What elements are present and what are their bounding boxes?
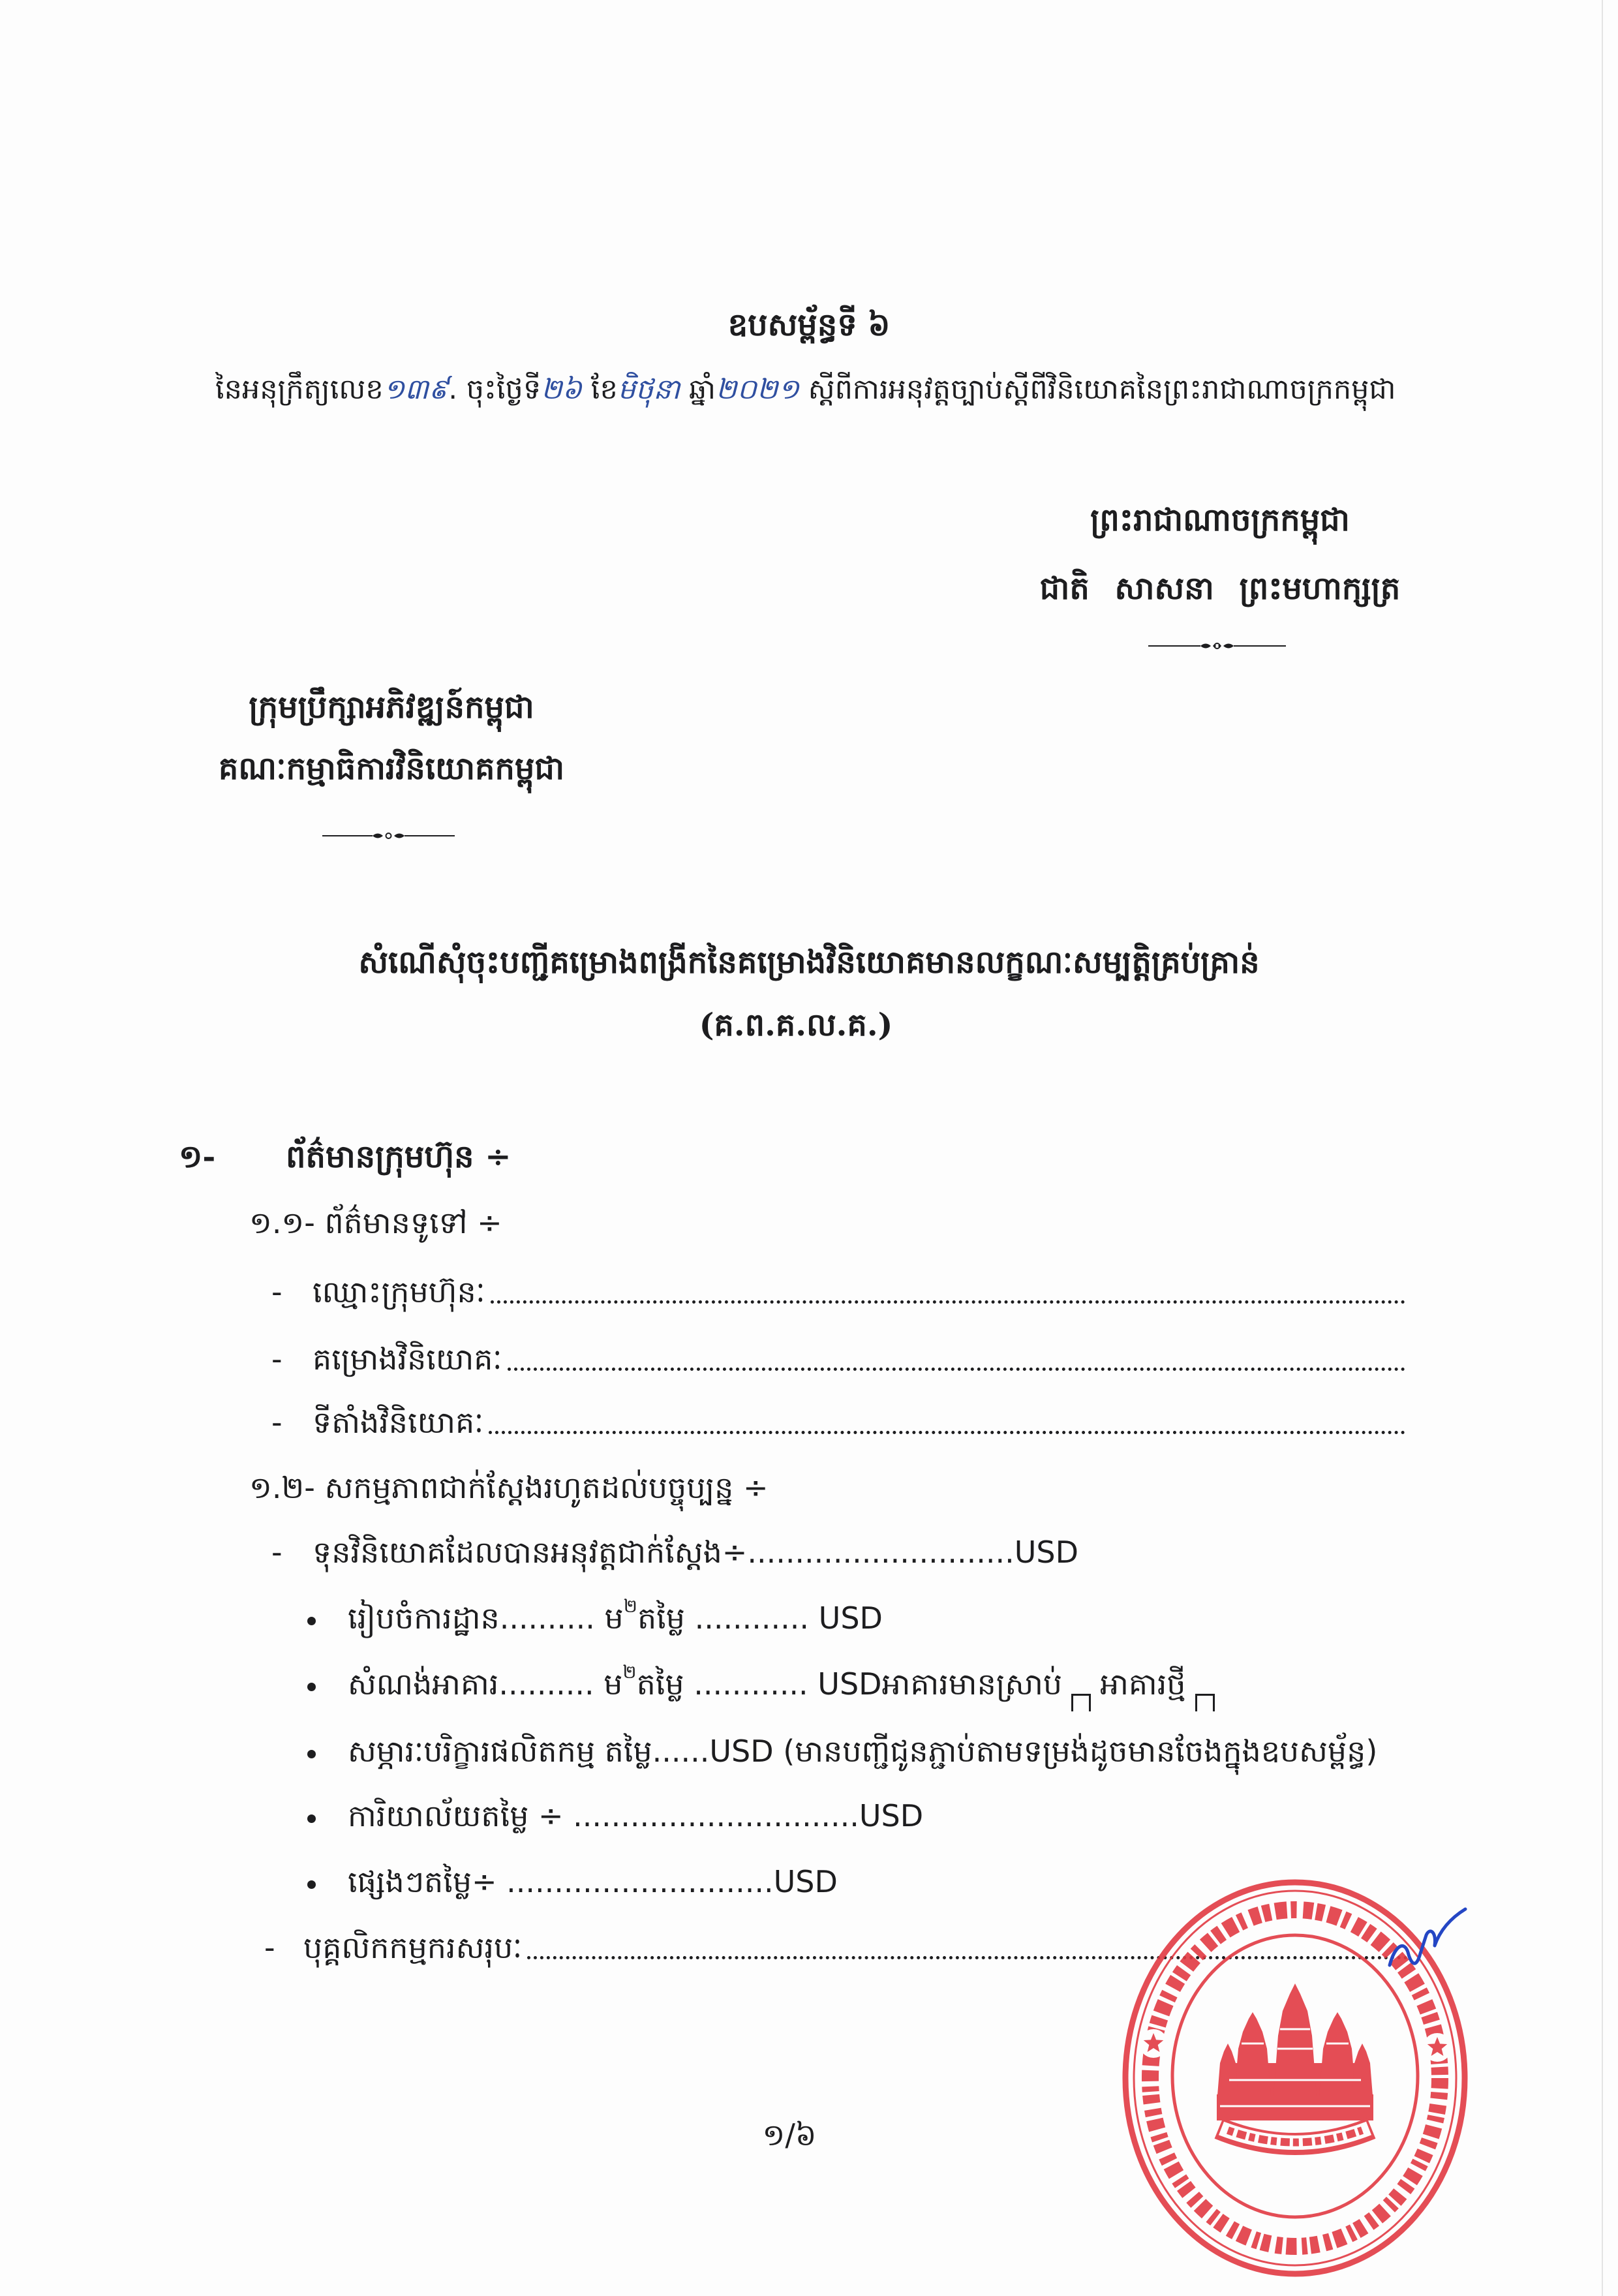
invested-capital-row: [271, 1525, 1413, 1580]
bullet-icon: [300, 1788, 348, 1843]
decree-month-handwritten: មិថុនា: [617, 373, 680, 406]
list-dash: -: [271, 1405, 282, 1440]
existing-building-label: អាគារមានស្រាប់: [881, 1666, 1063, 1702]
investment-project-label: គម្រោងវិនិយោគៈ: [313, 1341, 502, 1377]
decree-month-label: ខែ: [582, 373, 618, 406]
bullet-icon: [300, 1724, 348, 1779]
square-meter-exponent: ២: [622, 1661, 637, 1683]
annex-title: ឧបសម្ព័ន្ធទី ៦: [727, 307, 891, 343]
decree-date-label: . ចុះថ្ងៃទី: [448, 373, 542, 406]
equipment-text: សម្ភារៈបរិក្ខារផលិតកម្ម តម្លៃ......USD (មានបញ្ជីជូនភ្ជាប់តាមទម្រង់ដូចមានចែងក្នុងឧបសម្ព័ន្ធ): [348, 1734, 1378, 1769]
issuer-ornamental-divider: [322, 828, 455, 844]
list-dash: -: [271, 1535, 282, 1570]
investment-location-blank: [489, 1431, 1405, 1434]
office-item: [300, 1788, 1435, 1843]
company-name-row: [271, 1264, 1405, 1319]
section-1-number: ១-: [179, 1139, 216, 1175]
official-seal: [1109, 1873, 1488, 2290]
company-name-blank: [491, 1300, 1405, 1304]
investment-location-row: [271, 1395, 1405, 1450]
list-dash: -: [271, 1274, 282, 1309]
decree-subject: ស្តីពីការអនុវត្តច្បាប់ស្តីពីវិនិយោគនៃព្រះរាជាណាចក្រកម្ពុជា: [799, 373, 1396, 406]
site-preparation-price: តម្លៃ ............ USD: [637, 1600, 883, 1636]
office-text: ការិយាល័យតម្លៃ ÷ ..............................USD: [348, 1798, 924, 1833]
bullet-icon: [300, 1591, 348, 1645]
decree-reference: [215, 362, 1412, 417]
other-text: ផ្សេងៗតម្លៃ÷ ............................USD: [348, 1864, 838, 1899]
general-info-heading: ១.១- ព័ត៌មានទូទៅ ÷: [249, 1205, 502, 1240]
total-staff-label: បុគ្គលិកកម្មករសរុបៈ: [303, 1930, 523, 1965]
national-motto: ជាតិ សាសនា ព្រះមហាក្សត្រ: [1039, 570, 1401, 607]
company-name-label: ឈ្មោះក្រុមហ៊ុនៈ: [313, 1274, 485, 1309]
building-item: [300, 1657, 1435, 1711]
scan-page-edge: [1602, 0, 1603, 2296]
council-name: ក្រុមប្រឹក្សាអភិវឌ្ឍន៍កម្ពុជា: [249, 689, 534, 726]
bullet-icon: [300, 1657, 348, 1711]
list-dash: -: [271, 1341, 282, 1377]
site-preparation-item: [300, 1591, 1435, 1645]
page-number: ១/៦: [762, 2117, 817, 2152]
building-text: សំណង់អាគារ.......... ម: [348, 1666, 623, 1702]
site-preparation-text: រៀបចំការដ្ឋាន.......... ម: [348, 1600, 624, 1636]
list-dash: -: [264, 1930, 275, 1965]
existing-building-checkbox: [1071, 1694, 1091, 1711]
decree-day-handwritten: ២៦: [541, 373, 583, 406]
section-1-title: ព័ត៌មានក្រុមហ៊ុន ÷: [286, 1139, 511, 1175]
new-building-checkbox: [1195, 1694, 1215, 1711]
kingdom-name: ព្រះរាជាណាចក្រកម្ពុជា: [1090, 502, 1350, 538]
decree-year-label: ឆ្នាំ: [680, 373, 716, 406]
building-price: តម្លៃ ............ USD: [636, 1666, 882, 1702]
square-meter-exponent: ២: [623, 1595, 637, 1617]
form-title: សំណើសុំចុះបញ្ជីគម្រោងពង្រីកនៃគម្រោងវិនិយោគមានលក្ខណៈសម្បត្តិគ្រប់គ្រាន់: [358, 944, 1260, 981]
decree-year-handwritten: ២០២១: [715, 373, 799, 406]
bullet-icon: [300, 1854, 348, 1909]
invested-capital-text: ទុនវិនិយោគដែលបានអនុវត្តជាក់ស្តែង÷............................USD: [313, 1535, 1079, 1570]
equipment-item: [300, 1724, 1435, 1779]
motto-ornamental-divider: [1148, 638, 1286, 654]
investment-project-row: [271, 1332, 1405, 1386]
form-abbreviation: (គ.ព.គ.ល.គ.): [699, 1007, 893, 1043]
new-building-label: អាគារថ្មី: [1100, 1666, 1186, 1702]
activities-heading: ១.២- សកម្មភាពជាក់ស្តែងរហូតដល់បច្ចុប្បន្ន ÷: [249, 1470, 769, 1505]
seal-angkor-temple-icon: [1217, 1983, 1373, 2120]
investment-project-blank: [508, 1368, 1405, 1371]
committee-name: គណៈកម្មាធិការវិនិយោគកម្ពុជា: [218, 750, 565, 787]
decree-number-handwritten: ១៣៩: [383, 373, 449, 406]
decree-prefix: នៃអនុក្រឹត្យលេខ: [215, 373, 384, 406]
investment-location-label: ទីតាំងវិនិយោគៈ: [313, 1405, 484, 1440]
